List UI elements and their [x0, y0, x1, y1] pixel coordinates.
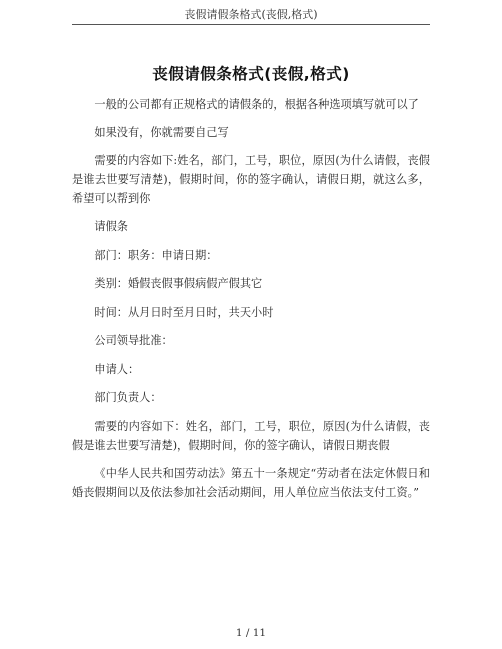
paragraph: 申请人：: [94, 362, 140, 376]
header-rule: [72, 24, 430, 25]
paragraph: 类别：婚假丧假事假病假产假其它: [94, 277, 263, 290]
paragraph: 请假条: [94, 220, 128, 233]
paragraph: 需要的内容如下:姓名，部门，工号，职位，原因(为什么请假，丧假是谁去世要写清楚)，假期时间，你的签字确认，请假日期，就这么多，希望可以帮到你: [72, 154, 430, 205]
document-title: 丧假请假条格式(丧假,格式): [152, 65, 350, 83]
paragraph: 公司领导批准：: [94, 334, 173, 347]
paragraph: 需要的内容如下：姓名，部门，工号，职位，原因(为什么请假，丧假是谁去世要写清楚)，假期时间，你的签字确认，请假日期丧假: [72, 419, 430, 452]
paragraph: 《中华人民共和国劳动法》第五十一条规定“劳动者在法定休假日和婚丧假期间以及依法参加社会活动期间，用人单位应当依法支付工资。”: [72, 466, 430, 499]
paragraph: 时间：从月日时至月日时，共天小时: [94, 305, 274, 319]
paragraph: 一般的公司都有正规格式的请假条的，根据各种选项填写就可以了: [94, 98, 419, 111]
paragraph: 部门负责人：: [94, 391, 162, 404]
paragraph: 如果没有，你就需要自己写: [94, 126, 229, 139]
page-number: 1 / 11: [235, 627, 267, 639]
running-header: 丧假请假条格式(丧假,格式): [184, 8, 318, 21]
document-body: [72, 95, 430, 511]
paragraph: 部门：职务：申请日期：: [94, 248, 218, 262]
